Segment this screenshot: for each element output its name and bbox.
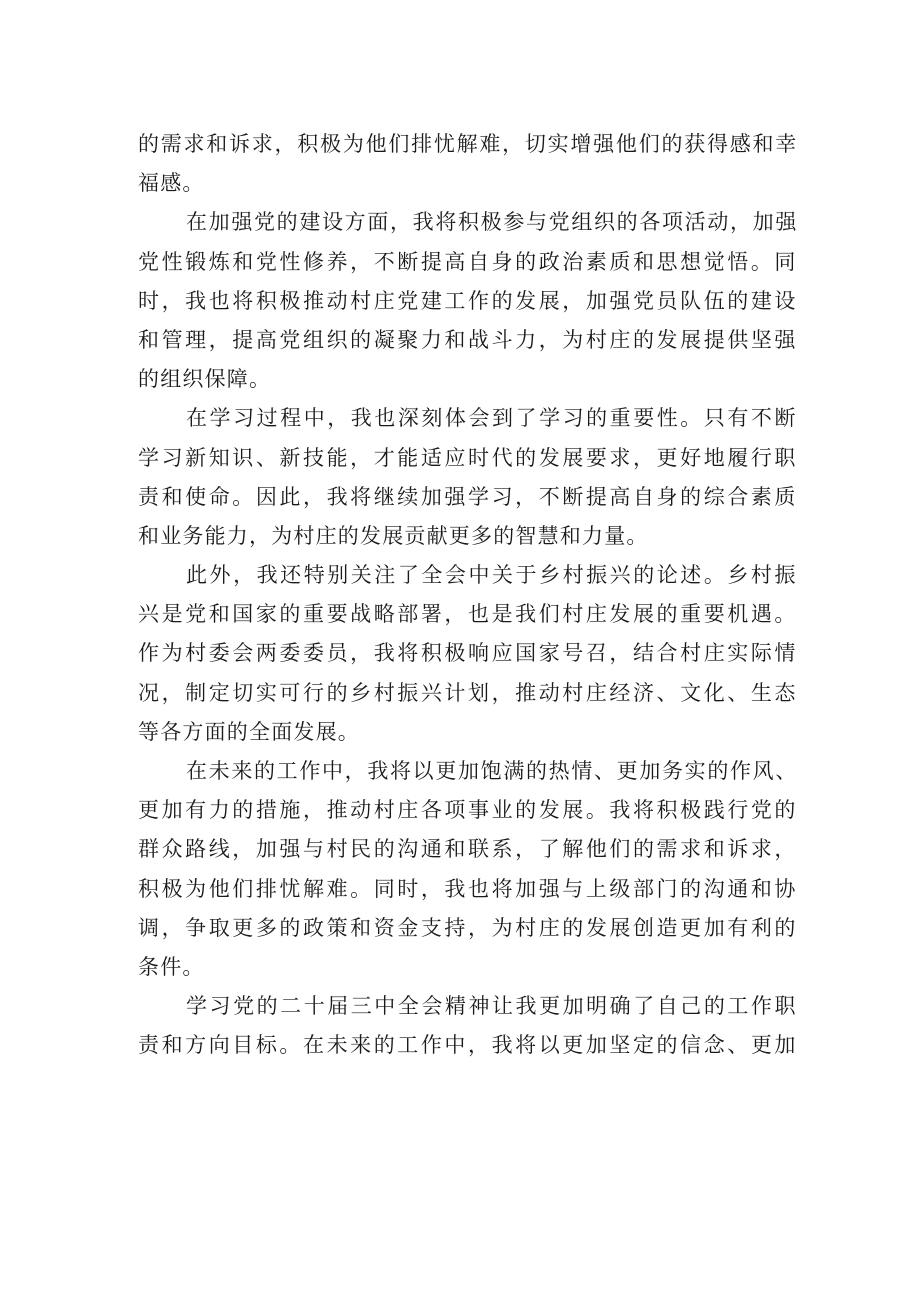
text-line: 积极为他们排忧解难。同时，我也将加强与上级部门的沟通和协 bbox=[138, 876, 798, 901]
text-line: 条件。 bbox=[138, 954, 205, 979]
text-line: 群众路线，加强与村民的沟通和联系，了解他们的需求和诉求， bbox=[138, 837, 798, 862]
text-line: 和管理，提高党组织的凝聚力和战斗力，为村庄的发展提供坚强 bbox=[138, 327, 798, 352]
text-line: 等各方面的全面发展。 bbox=[138, 719, 360, 744]
text-line: 作为村委会两委委员，我将积极响应国家号召，结合村庄实际情 bbox=[138, 641, 798, 666]
paragraph-first-line: 此外，我还特别关注了全会中关于乡村振兴的论述。乡村振 bbox=[186, 563, 798, 588]
text-line: 况，制定切实可行的乡村振兴计划，推动村庄经济、文化、生态 bbox=[138, 680, 798, 705]
text-line: 责和方向目标。在未来的工作中，我将以更加坚定的信念、更加 bbox=[138, 1033, 798, 1058]
text-line: 的需求和诉求，积极为他们排忧解难，切实增强他们的获得感和幸 bbox=[138, 132, 799, 156]
paragraph-first-line: 在学习过程中，我也深刻体会到了学习的重要性。只有不断 bbox=[186, 406, 798, 431]
paragraph-first-line: 在加强党的建设方面，我将积极参与党组织的各项活动，加强 bbox=[186, 210, 799, 235]
text-line: 调，争取更多的政策和资金支持，为村庄的发展创造更加有利的 bbox=[138, 915, 798, 940]
text-line: 和业务能力，为村庄的发展贡献更多的智慧和力量。 bbox=[138, 523, 649, 548]
text-line: 的组织保障。 bbox=[138, 367, 272, 392]
text-line: 党性锻炼和党性修养，不断提高自身的政治素质和思想觉悟。同 bbox=[138, 249, 798, 274]
text-line: 兴是党和国家的重要战略部署，也是我们村庄发展的重要机遇。 bbox=[138, 602, 798, 627]
text-line: 福感。 bbox=[138, 171, 205, 196]
text-line: 更加有力的措施，推动村庄各项事业的发展。我将积极践行党的 bbox=[138, 798, 798, 823]
body-text bbox=[138, 125, 798, 1066]
paragraph-first-line: 学习党的二十届三中全会精神让我更加明确了自己的工作职 bbox=[186, 994, 798, 1019]
text-line: 时，我也将积极推动村庄党建工作的发展，加强党员队伍的建设 bbox=[138, 288, 798, 313]
text-line: 学习新知识、新技能，才能适应时代的发展要求，更好地履行职 bbox=[138, 445, 798, 470]
paragraph-first-line: 在未来的工作中，我将以更加饱满的热情、更加务实的作风、 bbox=[186, 759, 799, 783]
text-line: 责和使命。因此，我将继续加强学习，不断提高自身的综合素质 bbox=[138, 484, 798, 509]
